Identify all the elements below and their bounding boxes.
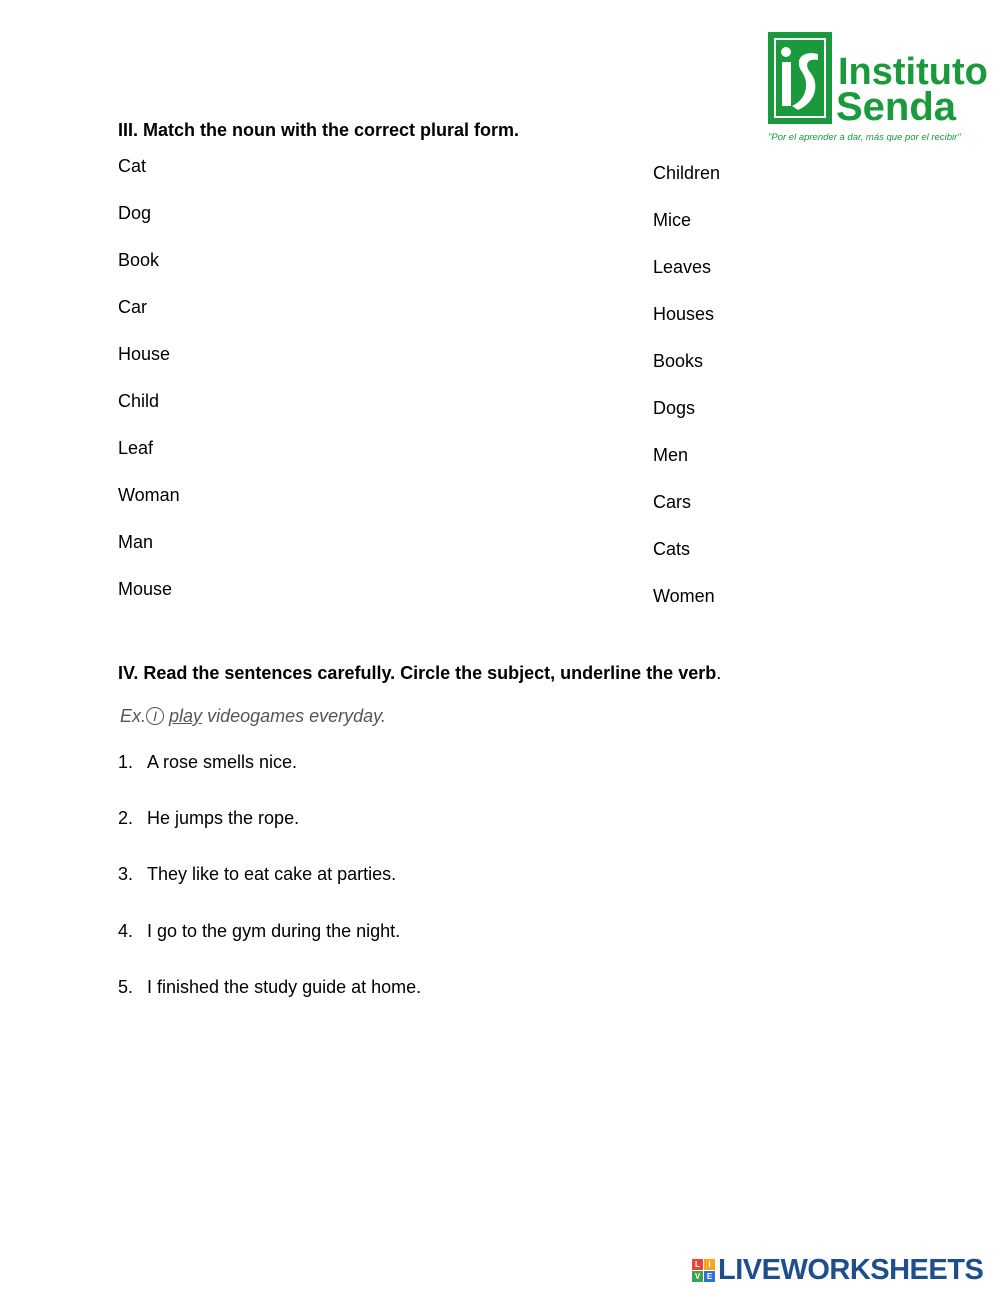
example-verb-underlined: play (169, 706, 203, 726)
sentence-number: 2. (118, 808, 134, 828)
noun-item[interactable]: House (118, 344, 171, 364)
noun-item[interactable]: Leaf (118, 438, 154, 458)
sentence-text[interactable]: A rose smells nice. (147, 752, 298, 772)
example-rest: videogames everyday. (202, 706, 386, 726)
logo-emblem-frame (774, 38, 826, 118)
noun-item[interactable]: Car (118, 297, 148, 317)
sentence-number: 5. (118, 977, 134, 997)
liveworksheets-logo[interactable] (692, 1254, 983, 1287)
noun-item[interactable]: Book (118, 250, 160, 270)
plural-item[interactable]: Books (653, 351, 704, 371)
plural-item[interactable]: Mice (653, 210, 692, 230)
section-3-heading: III. Match the noun with the correct plural form. (118, 120, 520, 140)
logo-grid-letter: E (704, 1271, 715, 1282)
sentence-text[interactable]: They like to eat cake at parties. (147, 864, 397, 884)
sentence-text[interactable]: I go to the gym during the night. (147, 921, 401, 941)
plural-item[interactable]: Women (653, 586, 715, 606)
logo-is-icon (776, 40, 824, 116)
plural-item[interactable]: Children (653, 163, 721, 183)
noun-item[interactable]: Mouse (118, 579, 173, 599)
plural-item[interactable]: Cars (653, 492, 692, 512)
noun-item[interactable]: Woman (118, 485, 180, 505)
section-4-heading (118, 663, 721, 684)
noun-item[interactable]: Cat (118, 156, 147, 176)
section-4-heading-text: IV. Read the sentences carefully. Circle the subject, underline the verb (118, 663, 717, 683)
sentence-number: 3. (118, 864, 134, 884)
plural-item[interactable]: Houses (653, 304, 715, 324)
logo-grid-letter: I (704, 1259, 715, 1270)
sentence-text[interactable]: I finished the study guide at home. (147, 977, 422, 997)
logo-grid-letter: V (692, 1271, 703, 1282)
liveworksheets-brand: LIVEWORKSHEETS (718, 1254, 984, 1286)
plural-item[interactable]: Cats (653, 539, 691, 559)
noun-item[interactable]: Child (118, 391, 160, 411)
logo-name-line1: Instituto (838, 51, 988, 93)
logo-name-line2: Senda (836, 85, 957, 129)
section-4-heading-period: . (716, 663, 722, 683)
plural-item[interactable]: Dogs (653, 398, 696, 418)
sentence-number: 4. (118, 921, 134, 941)
logo-tagline: "Por el aprender a dar, más que por el recibir" (768, 132, 961, 143)
liveworksheets-logo-icon (692, 1259, 715, 1282)
example-sentence (120, 706, 386, 727)
noun-item[interactable]: Dog (118, 203, 152, 223)
logo-grid-letter: L (692, 1259, 703, 1270)
sentence-text[interactable]: He jumps the rope. (147, 808, 300, 828)
sentence-number: 1. (118, 752, 134, 772)
logo-emblem (768, 32, 832, 124)
example-prefix: Ex. (120, 706, 147, 726)
plural-item[interactable]: Leaves (653, 257, 712, 277)
noun-item[interactable]: Man (118, 532, 154, 552)
example-subject-circled: I (146, 707, 164, 725)
plural-item[interactable]: Men (653, 445, 689, 465)
